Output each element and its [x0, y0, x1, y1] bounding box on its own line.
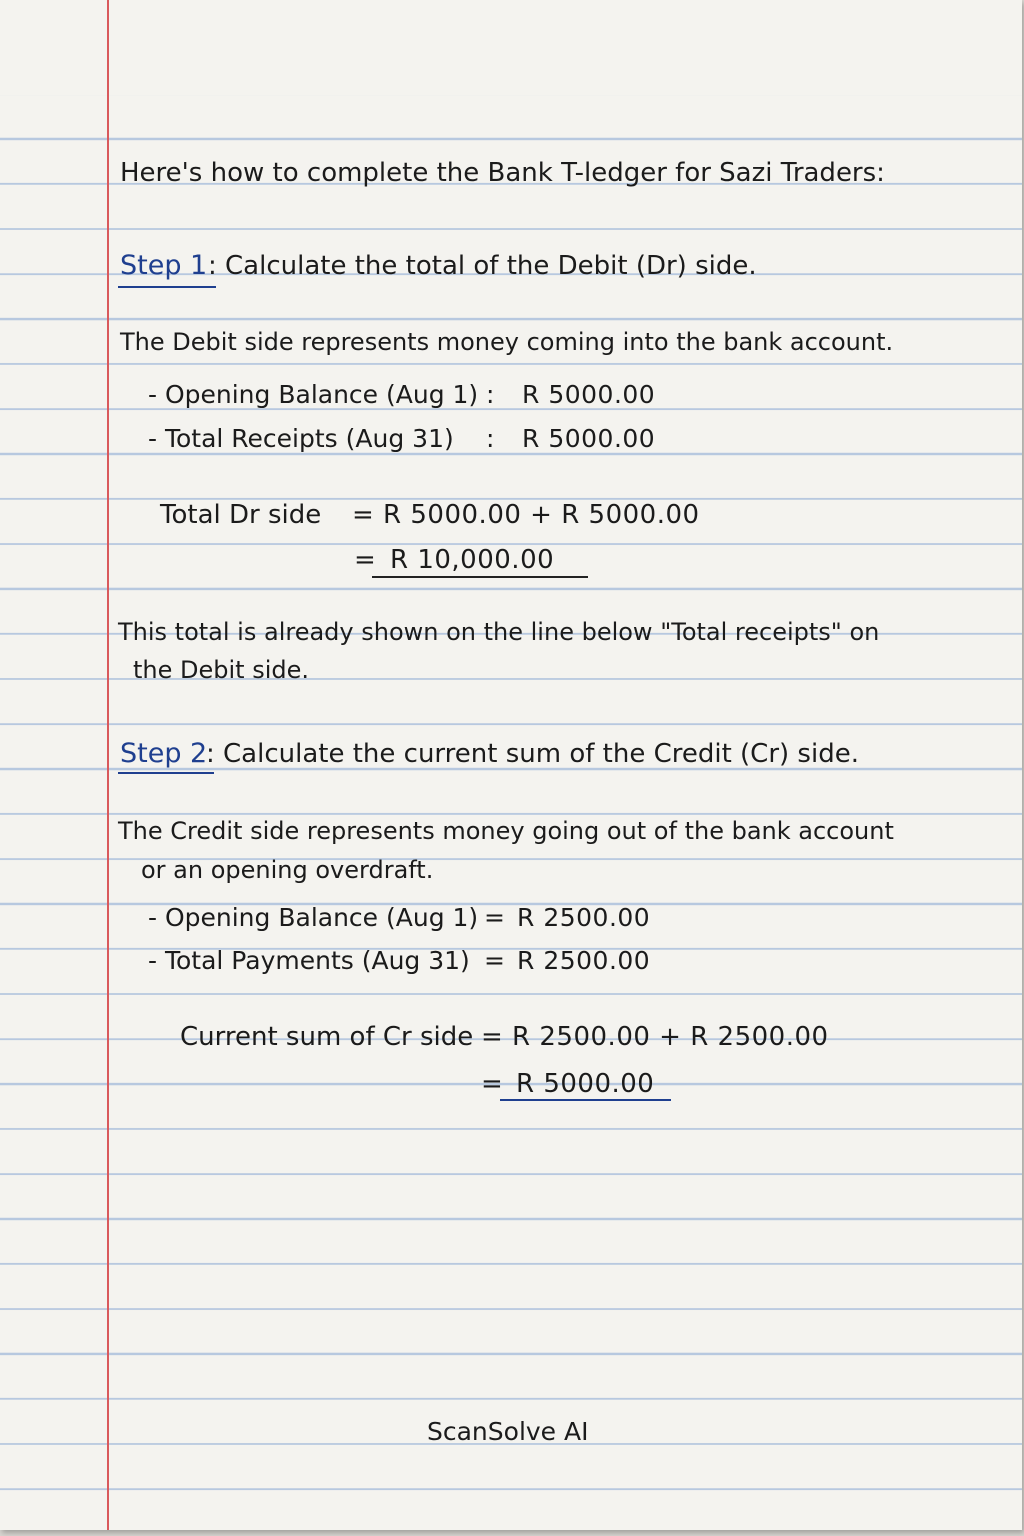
step1-item-1-sep: :	[486, 380, 495, 409]
step2-label: Step 2	[120, 738, 208, 769]
step2-underline	[118, 772, 214, 774]
cr-sum-expression: = R 2500.00 + R 2500.00	[481, 1022, 829, 1052]
cr-sum-label: Current sum of Cr side	[180, 1022, 474, 1052]
step2-item-2-label: - Total Payments (Aug 31)	[148, 946, 470, 975]
step2-item-1-label: - Opening Balance (Aug 1)	[148, 903, 479, 932]
margin-line	[107, 0, 109, 1530]
total-dr-equals: =	[354, 545, 376, 575]
total-dr-underline	[372, 576, 588, 578]
step2-heading: : Calculate the current sum of the Credit (Cr) side.	[206, 739, 859, 769]
step2-item-2-value: R 2500.00	[517, 946, 651, 975]
step2-item-1-sep: =	[484, 903, 505, 932]
step1-description: The Debit side represents money coming into the bank account.	[120, 328, 894, 356]
step1-label: Step 1	[120, 250, 208, 281]
step1-heading: : Calculate the total of the Debit (Dr) side.	[208, 251, 757, 281]
cr-sum-underline	[500, 1099, 671, 1101]
cr-sum-result: R 5000.00	[516, 1069, 655, 1099]
step1-item-1-label: - Opening Balance (Aug 1)	[148, 380, 479, 409]
footer-brand: ScanSolve AI	[427, 1417, 589, 1446]
step1-item-2-sep: :	[486, 424, 495, 453]
cr-sum-equals: =	[481, 1069, 503, 1099]
total-dr-result: R 10,000.00	[390, 545, 555, 575]
step2-item-2-sep: =	[484, 946, 505, 975]
step2-description-line2: or an opening overdraft.	[141, 856, 434, 884]
step1-item-1-value: R 5000.00	[522, 380, 656, 409]
total-dr-label: Total Dr side	[160, 500, 322, 530]
step1-item-2-value: R 5000.00	[522, 424, 656, 453]
step1-underline	[118, 286, 216, 288]
step2-item-1-value: R 2500.00	[517, 903, 651, 932]
step1-item-2-label: - Total Receipts (Aug 31)	[148, 424, 454, 453]
total-dr-expression: = R 5000.00 + R 5000.00	[352, 500, 700, 530]
step1-note-line1: This total is already shown on the line below "Total receipts" on	[118, 618, 880, 646]
intro-text: Here's how to complete the Bank T-ledger for Sazi Traders:	[120, 158, 885, 188]
step2-description-line1: The Credit side represents money going out of the bank account	[118, 817, 894, 845]
step1-note-line2: the Debit side.	[133, 656, 310, 684]
